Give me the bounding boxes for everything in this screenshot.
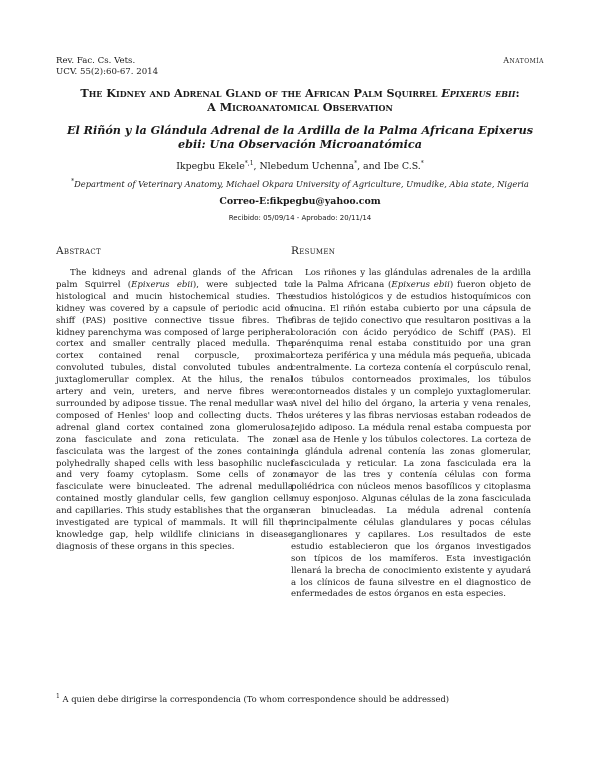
abstract-text-pre: The kidneys and adrenal glands of the African palm Squirrel ( — [56, 268, 293, 290]
journal-volume: UCV. 55(2):60-67. 2014 — [56, 67, 159, 77]
affiliation-marker: * — [71, 178, 75, 185]
correspondence-footnote — [56, 693, 449, 704]
footnote-text: A quien debe dirigirse la correspondencia (To whom correspondence should be addressed) — [59, 693, 450, 704]
resumen-body — [291, 268, 531, 601]
section-label: Anatomía — [503, 56, 544, 65]
english-title-colon: : — [515, 86, 520, 100]
author-3-marker: * — [420, 160, 424, 167]
english-title — [56, 86, 544, 114]
abstract-body — [56, 268, 293, 554]
author-1-marker: *,1 — [244, 160, 254, 167]
journal-name: Rev. Fac. Cs. Vets. — [56, 56, 136, 66]
resumen-text-pre: Los riñones y las glándulas adrenales de la ardilla de la Palma Africana ( — [291, 268, 531, 290]
english-title-main: The Kidney and Adrenal Gland of the African Palm Squirrel — [80, 86, 442, 100]
abstract-text-post: ), were subjected to histological and mucin histochemical studies. The kidney was covered by a capsule of periodic acid of shiff (PAS) positive connective tissue fibres. The kidney parenchyma was composed of large peripheral cortex and smaller centrally placed medulla. The cortex contained renal corpuscle, proximal convoluted tubules, distal convoluted tubules and juxtaglomerullar complex. At the hilus, the renal artery and vein, ureters, and nerve fibres were surrounded by adipose tissue. The renal medullar was composed of Henles' loop and collecting ducts. The adrenal gland cortex contained zona glomerulosa, zona fasciculate and zona reticulata. The zona fasciculata was the largest of the zones containing polyhedrally shaped cells with less basophilic nuclei and very foamy cytoplasm. Some cells of zona fasciculate were binucleated. The adrenal medulla contained mostly glandular cells, few ganglion cells and capillaries. This study establishes that the organs investigated are typical of mammals. It will fill the knowledge gap, help wildlife clinicians in disease diagnosis of these organs in this species. — [56, 279, 294, 552]
resumen-heading: Resumen — [291, 245, 336, 257]
journal-citation — [56, 56, 158, 78]
resumen-paragraph — [291, 268, 531, 601]
author-1: Ikpegbu Ekele — [176, 161, 245, 173]
english-title-line2: A Microanatomical Observation — [207, 100, 393, 114]
resumen-text-post: ) fueron objeto de estudios histológicos y de estudios histoquímicos con mucina. El riñón estaba cubierto por una cápsula de fibras de tejido conectivo que resultaron positivas a la coloración con ácido peryódico de Schiff (PAS). El parénquima renal estaba constituido por una gran corteza periférica y una médula más pequeña, ubicada centralmente. La corteza contenía el corpúsculo renal, los túbulos contorneados proximales, los túbulos contorneados distales y un complejo yuxtaglomerular. A nivel del hilio del órgano, la arteria y vena renales, los uréteres y las fibras nerviosas estaban rodeados de tejido adiposo. La médula renal estaba compuesta por el asa de Henle y los túbulos colectores. La corteza de la glándula adrenal contenía las zonas glomerular, fasciculada y reticular. La zona fasciculada era la mayor de las tres y contenía células con forma poliédrica con núcleos menos basofílicos y citoplasma muy esponjoso. Algunas células de la zona fasciculada eran binucleadas. La médula adrenal contenía principalmente células glandulares y pocas células ganglionares y capilares. Los resultados de este estudio establecieron que los órganos investigados son típicos de los mamíferos. Esta investigación llenará la brecha de conocimiento existente y ayudará a los clínicos de fauna silvestre en el diagnostico de enfermedades de estos órganos en esta especies. — [291, 279, 531, 600]
abstract-species: Epixerus ebii — [131, 279, 193, 290]
contact-email[interactable]: Correo-E:fikpegbu@yahoo.com — [219, 196, 381, 207]
abstract-heading: Abstract — [56, 245, 101, 257]
received-approved-dates: Recibido: 05/09/14 - Aprobado: 20/11/14 — [228, 214, 372, 222]
english-title-species: Epixerus ebii — [441, 86, 516, 100]
author-3: , and Ibe C.S. — [357, 161, 421, 173]
footnote-marker: 1 — [56, 693, 60, 700]
spanish-title: El Riñón y la Glándula Adrenal de la Ardilla de la Palma Africana Epixerus ebii: Una Observación Microanatómica — [66, 123, 534, 151]
author-2-marker: * — [354, 160, 358, 167]
resumen-species: Epixerus ebii — [391, 279, 450, 290]
author-list — [56, 160, 544, 172]
abstract-paragraph — [56, 268, 293, 554]
affiliation — [56, 178, 544, 189]
author-2: , Nlebedum Uchenna — [253, 161, 355, 173]
affiliation-text: Department of Veterinary Anatomy, Michael Okpara University of Agriculture, Umudike, Abia state, Nigeria — [74, 178, 529, 189]
